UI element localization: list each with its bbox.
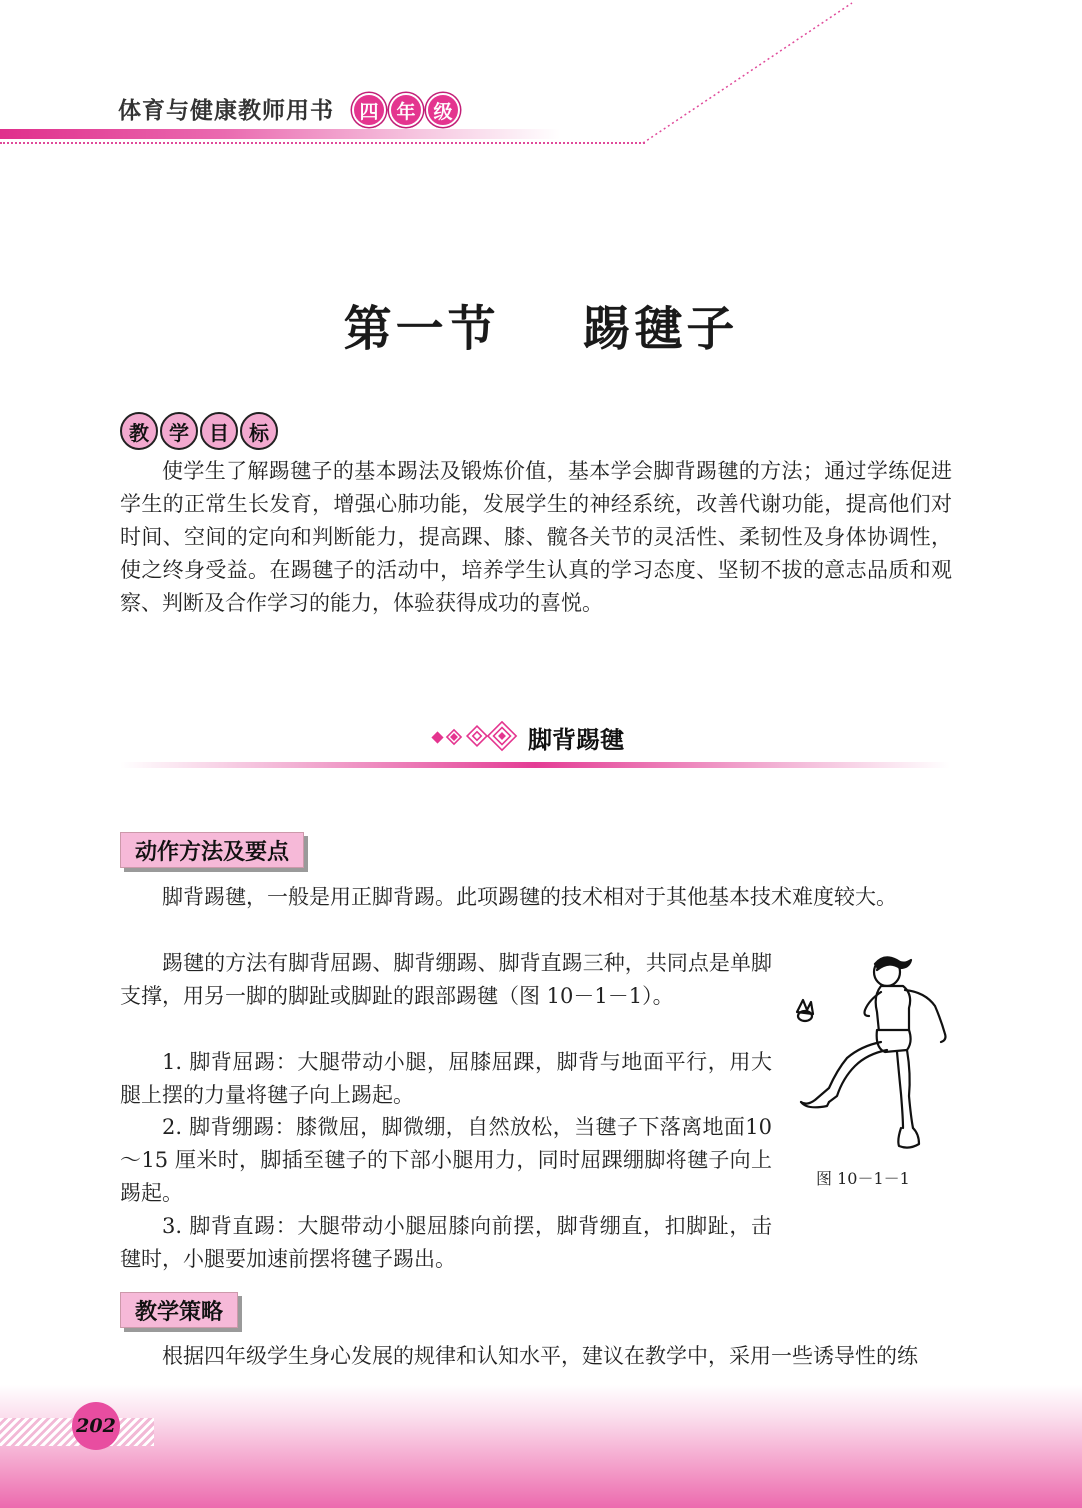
grade-badges: [352, 93, 460, 127]
heading-circle-char: 目: [200, 412, 238, 450]
section-title: 第一节 踢毽子: [343, 301, 739, 357]
method-label: 动作方法及要点: [120, 832, 304, 868]
heading-circle-char: 教: [120, 412, 158, 450]
page-number: 202: [76, 1415, 116, 1437]
topic-title: 脚背踢毽: [528, 726, 624, 754]
page-number-badge: [72, 1402, 120, 1450]
header-dotted-rule: [0, 142, 645, 144]
header-gradient-bar: [0, 129, 560, 139]
grade-badge: 四: [352, 93, 386, 127]
method-item-3: 3. 脚背直踢：大腿带动小腿屈膝向前摆，脚背绷直，扣脚趾，击毽时，小腿要加速前摆将毽子踢出。: [120, 1214, 772, 1271]
header-diagonal-dotted-line: [640, 0, 860, 146]
objectives-heading: [120, 412, 278, 450]
topic-underline-bar: [120, 762, 950, 768]
heading-circle-char: 学: [160, 412, 198, 450]
footer-gradient-band: [0, 1385, 1082, 1508]
grade-badge: 年: [389, 93, 423, 127]
strategy-paragraph: 根据四年级学生身心发展的规律和认知水平，建议在教学中，采用一些诱导性的练: [162, 1344, 918, 1368]
heading-circle-char: 标: [240, 412, 278, 450]
method-item-2: 2. 脚背绷踢：膝微屈，脚微绷，自然放松，当毽子下落离地面10～15 厘米时，脚插至毽子的下部小腿用力，同时屈踝绷脚将毽子向上踢起。: [120, 1115, 772, 1205]
figure-caption: 图 10－1－1: [816, 1169, 910, 1188]
diamond-ornament-icon: [430, 721, 518, 755]
header-book-title: 体育与健康教师用书: [118, 97, 334, 124]
topic-heading: [430, 720, 624, 755]
objectives-paragraph: 使学生了解踢毽子的基本踢法及锻炼价值，基本学会脚背踢毽的方法；通过学练促进学生的正常生长发育，增强心肺功能，发展学生的神经系统，改善代谢功能，提高他们对时间、空间的定向和判断能力，提高踝、膝、髋各关节的灵活性、柔韧性及身体协调性，使之终身受益。在踢毽子的活动中，培养学生认真的学习态度、坚韧不拔的意志品质和观察、判断及合作学习的能力，体验获得成功的喜悦。: [120, 459, 952, 615]
strategy-label: 教学策略: [120, 1292, 238, 1328]
grade-badge: 级: [426, 93, 460, 127]
method-intro-paragraph: 脚背踢毽，一般是用正脚背踢。此项踢毽的技术相对于其他基本技术难度较大。: [162, 885, 897, 909]
shuttlecock-kick-illustration: [785, 950, 955, 1155]
method-kinds-paragraph: 踢毽的方法有脚背屈踢、脚背绷踢、脚背直踢三种，共同点是单脚支撑，用另一脚的脚趾或脚趾的跟部踢毽（图 10－1－1）。: [120, 951, 772, 1008]
method-item-1: 1. 脚背屈踢：大腿带动小腿，屈膝屈踝，脚背与地面平行，用大腿上摆的力量将毽子向上踢起。: [120, 1050, 772, 1107]
